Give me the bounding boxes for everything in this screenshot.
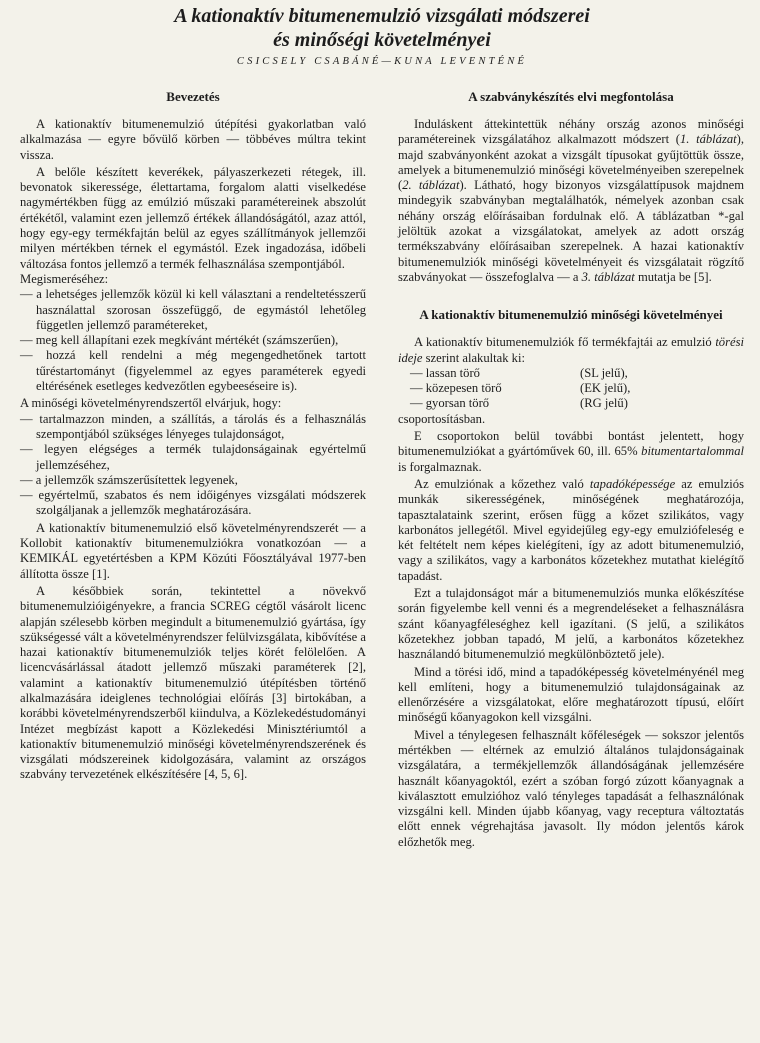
requirements-list-2: [20, 412, 366, 519]
paragraph: E csoportokon belül további bontást jelentett, hogy bitumenemulziókat a gyártóművek 60, ill. 65% bitumentartalommal is forgalmaznak.: [398, 429, 744, 474]
list-item: — hozzá kell rendelni a még megengedhetőnek tartott tűréstartományt (figyelemmel az egyes paraméterek egyedi eltérésének esetleges kedvezőtlen egybeeséseire is).: [20, 348, 366, 394]
paragraph: A későbbiek során, tekintettel a növekvő bitumenemulzióigényekre, a francia SCREG cégtől vásárolt licenc alapján szélesebb körben megindult a bitumenemulzió gyártása, így szükségessé vált a követelményrendszer felülvizsgálata, kibővítése a hazai kationaktív bitumenemulziók teljes körét felölelően. A licencvásárlással átadott jellemző műszaki paraméterek [2], valamint a kationaktív bitumenemulzió útépítésben történő alkalmazására ideiglenes technológiai előírás [3] birtokában, a korábbi követelményrendszerből kiindulva, a Közlekedéstudományi Intézet megbízást kapott a Közlekedési Minisztériumtól a kationaktív bitumenemulzió minőségi követelményrendszerének és vizsgálati módszereinek kidolgozására, valamint az országos szabvány tervezetének elkészítésére [4, 5, 6].: [20, 583, 366, 782]
paragraph: Induláskent áttekintettük néhány ország azonos minőségi paramétereinek vizsgálatához alkalmazott módszert (1. táblázat), majd szabványonként azokat a vizsgált típusokat gyűjtöttük össze, amelyek a bitumenemulzió minőségi követelményeiben szerepelnek (2. táblázat). Látható, hogy bizonyos vizsgálattípusok majdnem mindegyik szabványban megtalálhatók, némelyek azonban csak néhány ország előírásaiban fordulnak elő. A táblázatban *-gal jelöltük azokat a vizsgálatokat, amelyek az adott ország termékszabvány előírásaiban szerepelnek. A hazai kationaktív bitumenemulziók minőségi követelményeit és vizsgálatait rögzítő szabványokat — összefoglalva — a 3. táblázat mutatja be [5].: [398, 117, 745, 284]
paragraph: Az emulziónak a kőzethez való tapadóképessége az emulziós munkák sikerességének, minőségének meghatározója, tapasztalataink szerint, erősen függ a kőzet szilikátos, vagy karbonátos jellegétől. Mivel egyidejűleg egy-egy emulziófeleség e két feltételt nem képes kielégíteni, így az adott bitumenemulzió, vagy a szilikátos, vagy a karbonátos kőzetekhez mutathat kielégítő tapadást.: [398, 476, 744, 583]
article-title: [20, 4, 744, 52]
paragraph: A minőségi követelményrendszertől elvárjuk, hogy:: [20, 396, 282, 411]
section-heading-requirements: A kationaktív bitumenemulzió minőségi követelményei: [419, 307, 723, 323]
table-ref: 2. táblázat: [402, 178, 460, 193]
class-row: — közepesen törő (EK jelű),: [410, 381, 630, 396]
paragraph: Ezt a tulajdonságot már a bitumenemulziós munka előkészítése során figyelembe kell venni és a megrendeléseket a felhasználásra szánt kőanyagféleséghez kell igazítani. (S jelű, a szilikátos kőzetekhez jobban tapadó, M jelű, a karbonátos kőzetekhez használandó bitumenemulzió megkülönböztető jele).: [398, 586, 744, 662]
list-item: — meg kell állapítani ezek megkívánt mértékét (számszerűen),: [20, 333, 366, 348]
paragraph: A kationaktív bitumenemulzió útépítési gyakorlatban való alkalmazása — egyre bővülő körben — többéves múltra tekint vissza.: [20, 117, 366, 162]
list-item: — egyértelmű, szabatos és nem időigényes vizsgálati módszerek szolgáljanak a jellemzők meghatározására.: [20, 488, 366, 519]
two-column-body: [20, 89, 744, 850]
section-heading-intro: Bevezetés: [166, 89, 220, 104]
authors: CSICSELY CSABÁNÉ—KUNA LEVENTÉNÉ: [236, 56, 528, 67]
table-ref: 3. táblázat: [581, 269, 635, 284]
paragraph: A kationaktív bitumenemulzió első követelményrendszerét — a Kollobit kationaktív bitumenemulziókra vonatkozóan — a KEMIKÁL egyetértésben a KPM Közúti Főosztályával 1977-ben állította össze [1].: [20, 520, 366, 581]
list-item: — legyen elégséges a termék tulajdonságainak egyértelmű jellemzéséhez,: [20, 442, 366, 473]
paragraph: Mind a törési idő, mind a tapadóképesség követelményénél meg kell említeni, hogy a bitumenemulzió tulajdonságainak az ellenőrzésére a vizsgálatokat, előre meghatározott típusú, előírt minőségű kőanyagokon kell vizsgálni.: [398, 664, 744, 725]
list-item: — a jellemzők számszerűsítettek legyenek,: [20, 473, 366, 488]
class-row: — gyorsan törő (RG jelű): [410, 396, 630, 411]
paragraph: A belőle készített keverékek, pályaszerkezeti rétegek, ill. bevonatok sikeressége, élettartama, forgalom alatti viselkedése nagymértékben függ az emúlzió műszaki paramétereinek abszolút értékétől, valamint ezen jellemző értékek állandóságától, azaz attól, hogy egy-egy termékfajtán belül az egyes szállítmányok jellemzői milyen mértékben térnek el egymástól. Ezek ingadozása, időbeli változása fontos jellemző a termék felhasználása szempontjából.: [20, 164, 366, 271]
requirements-list-1: [20, 287, 366, 394]
breaking-time-classes: [410, 366, 630, 412]
paragraph: Mivel a ténylegesen felhasznált kőféleségek — sokszor jelentős mértékben — eltérnek az emulzió általános tulajdonságainak vizsgálatára, a termékjellemzők állandóságának jellemzésére használt kőanyagoktól, ezért a szóban forgó zúzott kőanyagnak a kiválasztott emulzióhoz való tényleges tapadását a felhasználónak vizsgálni kell. Minden újabb kőanyag, vagy receptura változtatás előtt ennek végrehajtása javasolt. Ily módon jelentős károk előzhetők meg.: [398, 727, 744, 849]
title-line-1: A kationaktív bitumenemulzió vizsgálati módszerei: [174, 5, 590, 27]
section-heading-standard: A szabványkészítés elvi megfontolása: [468, 89, 674, 104]
left-column: [20, 89, 366, 850]
class-row: — lassan törő (SL jelű),: [410, 366, 630, 381]
list-item: — a lehetséges jellemzők közül ki kell választani a rendeltetésszerű használattal szorosan összefüggő, de egymástól lehetőleg független jellemző paramétereket,: [20, 287, 366, 333]
right-column: [398, 89, 744, 850]
paragraph: A kationaktív bitumenemulziók fő termékfajtái az emulzió törési ideje szerint alakultak ki:: [398, 335, 744, 365]
title-line-2: és minőségi követelményei: [273, 29, 491, 51]
paragraph: csoportosításban.: [398, 411, 486, 426]
list-item: — tartalmazzon minden, a szállítás, a tárolás és a felhasználás szempontjából szükséges lényeges tulajdonságot,: [20, 412, 366, 443]
table-ref: 1. táblázat: [679, 132, 737, 147]
paragraph: Megismeréséhez:: [20, 271, 109, 286]
